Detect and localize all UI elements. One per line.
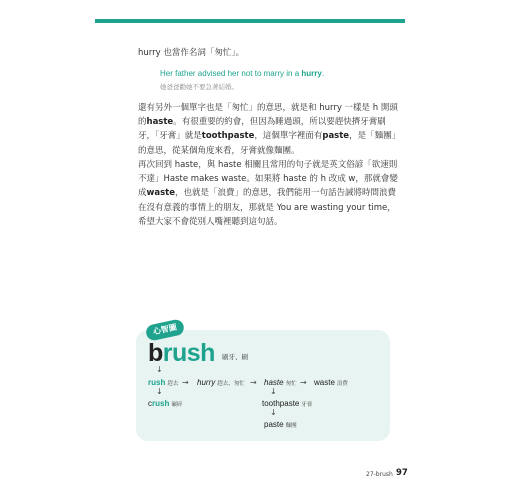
mindmap-main-gloss: 刷牙、刷 bbox=[222, 353, 248, 361]
page-number: 97 bbox=[396, 468, 408, 478]
footer-section-label: 27-brush bbox=[366, 471, 393, 478]
down-arrow-icon: ↓ bbox=[156, 365, 163, 374]
mindmap-badge: 心智圖 bbox=[145, 318, 185, 342]
down-arrow-icon: ↓ bbox=[270, 408, 277, 417]
keyword-haste: haste bbox=[146, 117, 174, 128]
mindmap-node-rush: rush 趕去 bbox=[148, 378, 179, 387]
mindmap-node-crush: crush 碾碎 bbox=[148, 399, 183, 408]
example-sentence-chinese: 她爸爸勸她不要急著結婚。 bbox=[160, 83, 238, 91]
keyword-waste: waste bbox=[146, 188, 175, 199]
intro-text: hurry 也當作名詞「匆忙」。 bbox=[138, 48, 245, 58]
right-arrow-icon: → bbox=[300, 378, 307, 387]
mindmap-node-haste: haste 匆忙 bbox=[264, 378, 297, 387]
mindmap-node-paste: paste 麵團 bbox=[264, 420, 297, 429]
mindmap-node-waste: waste 浪費 bbox=[314, 378, 348, 387]
paragraph-2: 再次回到 haste，與 haste 相關且常用的句子就是英文俗諺「欲速則不達」Haste makes waste。如果將 haste 的 h 改成 w，那就會變成waste，也就是「浪費」的意思，我們能用一句話告誡將時間浪費在沒有意義的事情上的朋友，那就是 You are wasting your time，希望大家不會從別人嘴裡聽到這句話。 bbox=[138, 160, 398, 227]
mindmap-node-toothpaste: toothpaste 牙膏 bbox=[262, 399, 313, 408]
keyword-toothpaste: toothpaste bbox=[201, 131, 255, 142]
mindmap-main-word: brush bbox=[148, 339, 215, 367]
header-rule bbox=[95, 19, 405, 23]
right-arrow-icon: → bbox=[250, 378, 257, 387]
example-keyword: hurry bbox=[301, 69, 322, 78]
paragraph-1: 還有另外一個單字也是「匆忙」的意思，就是和 hurry 一樣是 h 開頭的haste。有很重要的約會，但因為睡過頭，所以要趕快擠牙膏刷牙，「牙膏」就是toothpaste，這個單字裡面有paste，是「麵團」的意思，從某個角度來看，牙膏就像麵團。 bbox=[138, 103, 398, 156]
mindmap-node-hurry: hurry 趕去、匆忙 bbox=[197, 378, 245, 387]
down-arrow-icon: ↓ bbox=[270, 387, 277, 396]
example-sentence-english: Her father advised her not to marry in a hurry. bbox=[160, 69, 325, 78]
keyword-paste: paste bbox=[322, 131, 350, 142]
right-arrow-icon: → bbox=[182, 378, 189, 387]
down-arrow-icon: ↓ bbox=[156, 387, 163, 396]
